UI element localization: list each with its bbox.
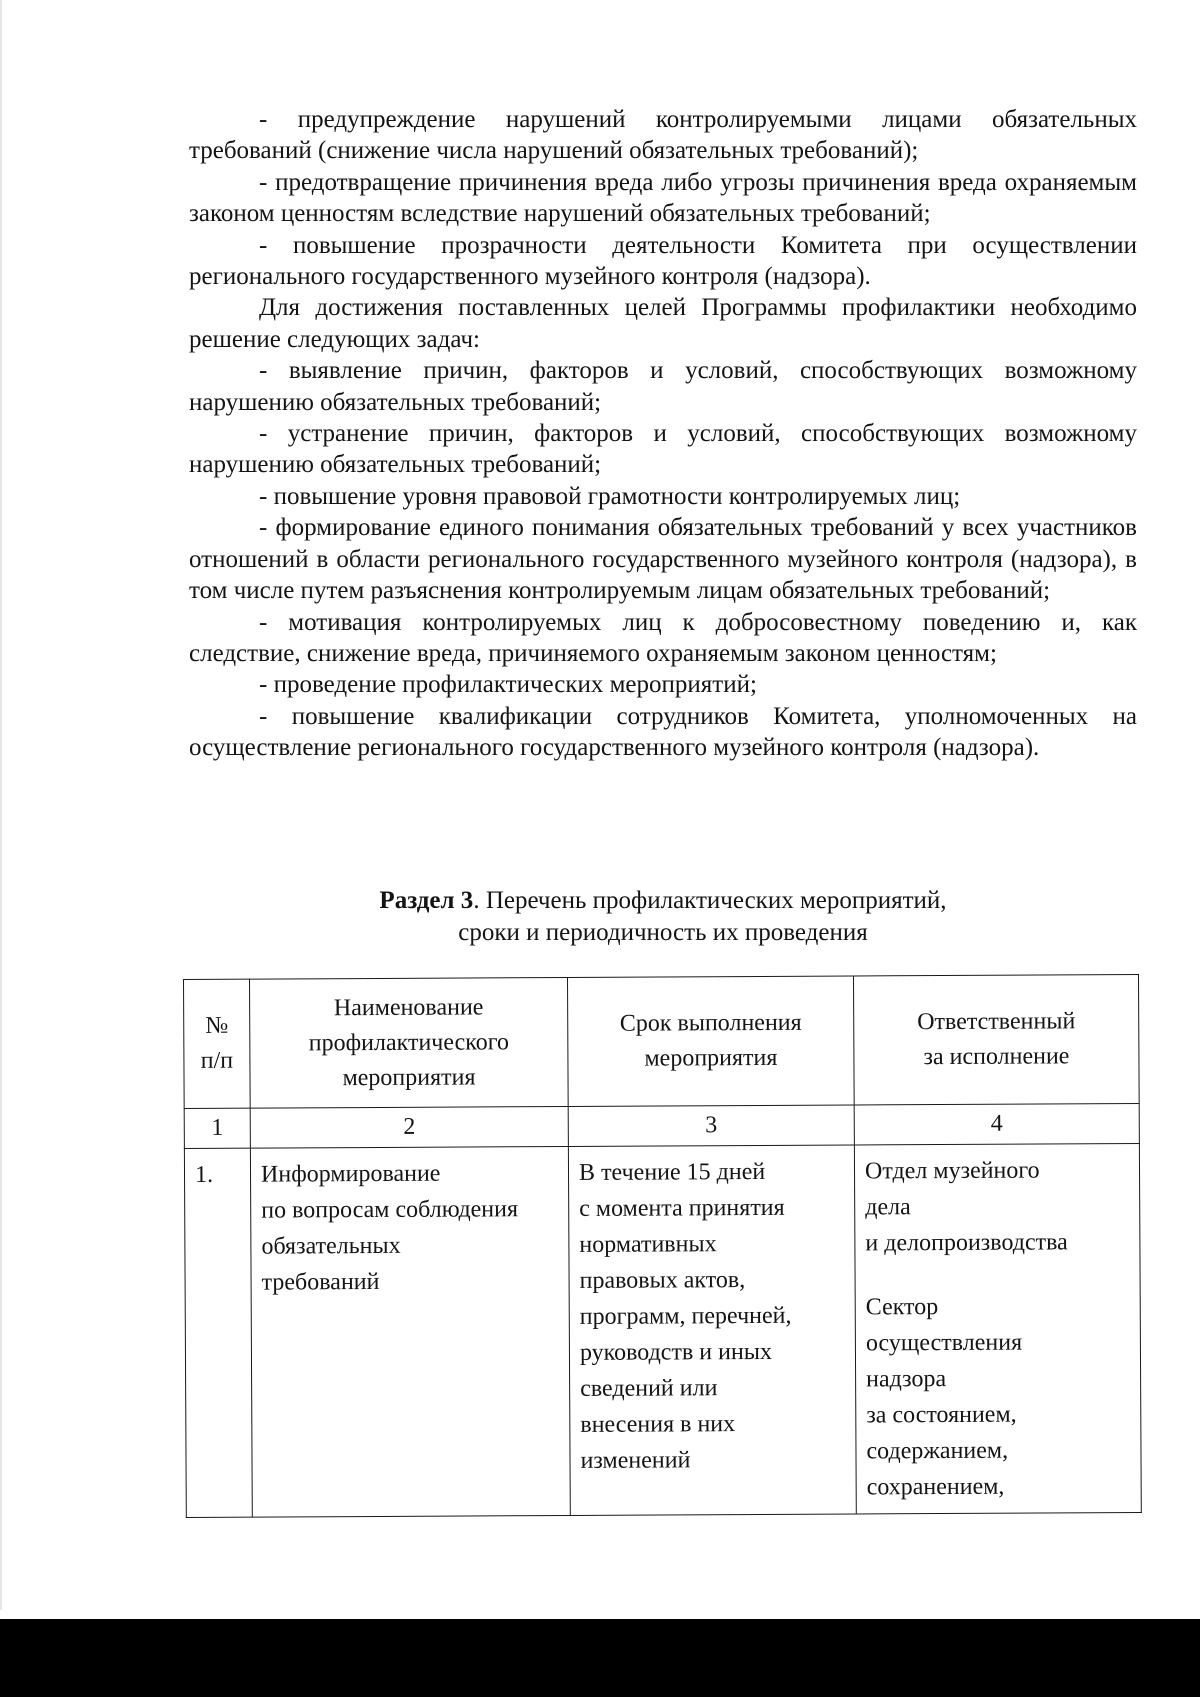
paragraph-goal-1: - предупреждение нарушений контролируемыми лицами обязательных требований (снижение числа нарушений обязательных требований); bbox=[189, 106, 1137, 165]
paragraph-tasks-intro: Для достижения поставленных целей Программы профилактики необходимо решение следующих задач: bbox=[189, 294, 1137, 353]
header-num: № п/п bbox=[184, 979, 251, 1108]
column-number-1: 1 bbox=[184, 1108, 250, 1148]
paragraph-task-6: - проведение профилактических мероприятий; bbox=[259, 671, 757, 699]
column-number-2: 2 bbox=[250, 1106, 568, 1148]
row-name-cell: Информирование по вопросам соблюдения обязательных требований bbox=[250, 1146, 570, 1517]
header-name: Наименование профилактического мероприятия bbox=[250, 977, 569, 1108]
table-row bbox=[184, 1143, 1141, 1517]
header-term: Срок выполнения мероприятия bbox=[567, 976, 854, 1106]
page-left-edge bbox=[0, 0, 2, 1610]
paragraph-task-7: - повышение квалификации сотрудников Комитета, уполномоченных на осуществление регионального государственного музейного контроля (надзора). bbox=[189, 702, 1137, 762]
row-term-cell: В течение 15 дней с момента принятия нормативных правовых актов, программ, перечней, руководств и иных сведений или внесения в них изменений bbox=[568, 1145, 856, 1515]
paragraph-task-1: - выявление причин, факторов и условий, способствующих возможному нарушению обязательных требований; bbox=[189, 357, 1137, 416]
column-number-4: 4 bbox=[854, 1103, 1139, 1144]
table-column-numbers-row bbox=[184, 1103, 1139, 1148]
row-responsible-cell: Отдел музейного дела и делопроизводства Сектор осуществления надзора за состоянием, содержанием, сохранением, bbox=[854, 1143, 1141, 1513]
paragraph-goal-3: - повышение прозрачности деятельности Комитета при осуществлении регионального государственного музейного контроля (надзора). bbox=[189, 231, 1137, 291]
row-num-cell: 1. bbox=[184, 1148, 252, 1517]
activities-table bbox=[183, 974, 1142, 1518]
header-responsible: Ответственный за исполнение bbox=[853, 974, 1139, 1104]
column-number-3: 3 bbox=[568, 1105, 854, 1146]
body-text bbox=[189, 104, 1137, 764]
section-title-text: . Перечень профилактических мероприятий, bbox=[473, 887, 947, 914]
paragraph-task-4: - формирование единого понимания обязательных требований у всех участников отношений в области регионального государственного музейного контроля (надзора), в том числе путем разъяснения контролируемым лицам обязательных требований; bbox=[189, 514, 1137, 605]
section-title bbox=[189, 885, 1137, 949]
section-label: Раздел 3 bbox=[379, 887, 474, 914]
section-title-line-1 bbox=[189, 885, 1137, 917]
cell-spacer bbox=[865, 1260, 1129, 1289]
paragraph-task-3: - повышение уровня правовой грамотности контролируемых лиц; bbox=[259, 482, 961, 510]
paragraph-task-2: - устранение причин, факторов и условий, способствующих возможному нарушению обязательных требований; bbox=[189, 420, 1137, 479]
table-header-row bbox=[184, 974, 1140, 1108]
section-title-line-2: сроки и периодичность их проведения bbox=[458, 919, 868, 946]
paragraph-task-5: - мотивация контролируемых лиц к добросовестному поведению и, как следствие, снижение вреда, причиняемого охраняемым законом ценностям; bbox=[189, 608, 1137, 667]
paragraph-goal-2: - предотвращение причинения вреда либо угрозы причинения вреда охраняемым законом ценностям вследствие нарушений обязательных требований; bbox=[189, 168, 1137, 228]
scan-bottom-border bbox=[0, 1619, 1200, 1697]
